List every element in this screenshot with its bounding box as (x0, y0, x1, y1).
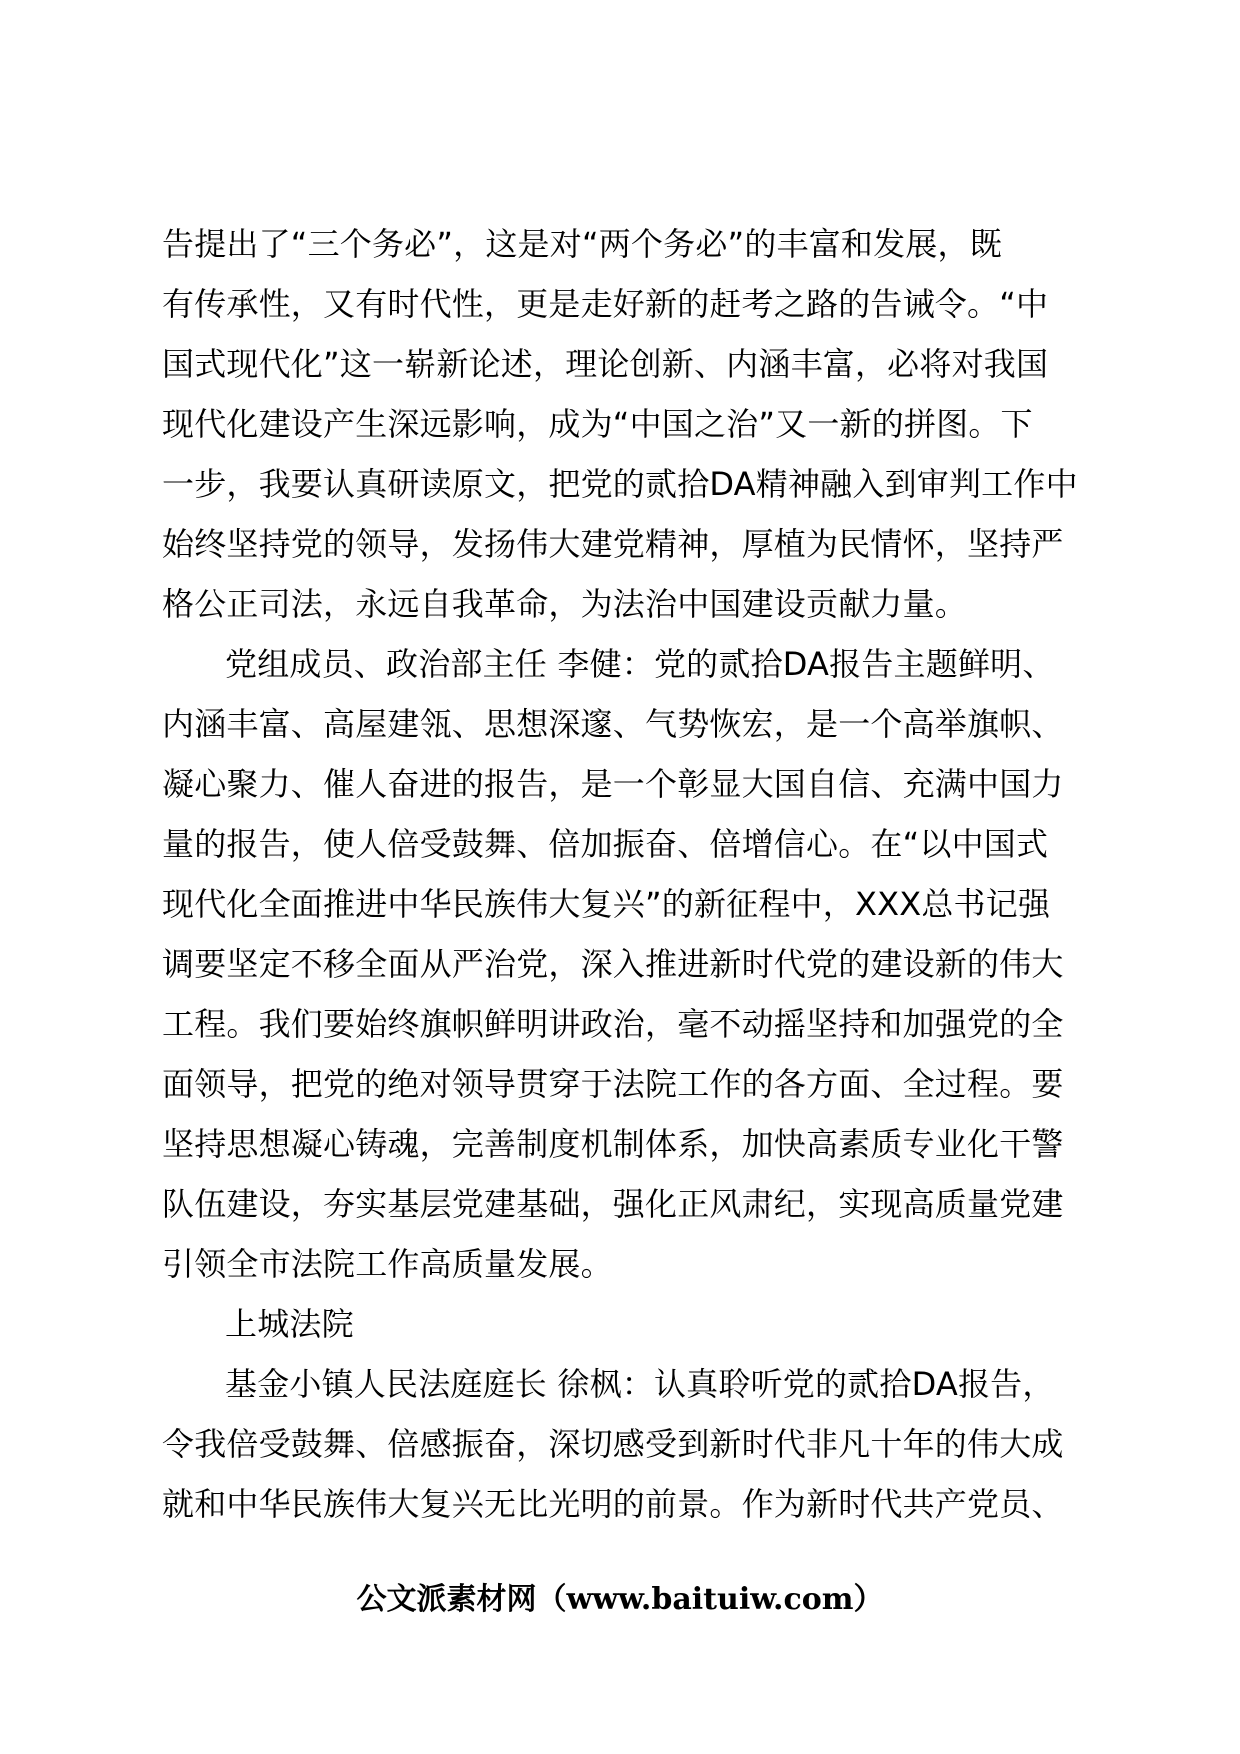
text-line: 量的报告，使人倍受鼓舞、倍加振奋、倍增信心。在“以中国式 (162, 825, 1049, 863)
text-line: 坚持思想凝心铸魂，完善制度机制体系，加快高素质专业化干警 (162, 1125, 1064, 1163)
text-line: 面领导，把党的绝对领导贯穿于法院工作的各方面、全过程。要 (162, 1065, 1064, 1103)
text-line: 始终坚持党的领导，发扬伟大建党精神，厚植为民情怀，坚持严 (162, 525, 1064, 563)
text-line: 内涵丰富、高屋建瓴、思想深邃、气势恢宏，是一个高举旗帜、 (162, 705, 1064, 743)
section-heading: 上城法院 (225, 1305, 354, 1343)
text-line: 调要坚定不移全面从严治党，深入推进新时代党的建设新的伟大 (162, 945, 1064, 983)
text-line: 现代化全面推进中华民族伟大复兴”的新征程中，XXX总书记强 (162, 885, 1051, 923)
document-body (162, 214, 1102, 1534)
text-line: 告提出了“三个务必”，这是对“两个务必”的丰富和发展，既 (162, 225, 1002, 263)
text-line: 引领全市法院工作高质量发展。 (162, 1245, 613, 1283)
text-line: 凝心聚力、催人奋进的报告，是一个彰显大国自信、充满中国力 (162, 765, 1064, 803)
text-line: 一步，我要认真研读原文，把党的贰拾DA精神融入到审判工作中 (162, 465, 1078, 503)
text-line: 国式现代化”这一崭新论述，理论创新、内涵丰富，必将对我国 (162, 345, 1049, 383)
text-line: 就和中华民族伟大复兴无比光明的前景。作为新时代共产党员、 (162, 1485, 1064, 1523)
text-line: 工程。我们要始终旗帜鲜明讲政治，毫不动摇坚持和加强党的全 (162, 1005, 1064, 1043)
footer-watermark: 公文派素材网（www.baituiw.com） (356, 1582, 884, 1617)
text-line: 有传承性，又有时代性，更是走好新的赶考之路的告诫令。“中 (162, 285, 1049, 323)
text-line: 令我倍受鼓舞、倍感振奋，深切感受到新时代非凡十年的伟大成 (162, 1425, 1064, 1463)
text-line: 格公正司法，永远自我革命，为法治中国建设贡献力量。 (162, 585, 968, 623)
paragraph-start-line: 基金小镇人民法庭庭长 徐枫：认真聆听党的贰拾DA报告， (225, 1365, 1055, 1403)
text-line: 队伍建设，夯实基层党建基础，强化正风肃纪，实现高质量党建 (162, 1185, 1064, 1223)
text-line: 现代化建设产生深远影响，成为“中国之治”又一新的拼图。下 (162, 405, 1033, 443)
paragraph-start-line: 党组成员、政治部主任 李健：党的贰拾DA报告主题鲜明、 (225, 645, 1055, 683)
